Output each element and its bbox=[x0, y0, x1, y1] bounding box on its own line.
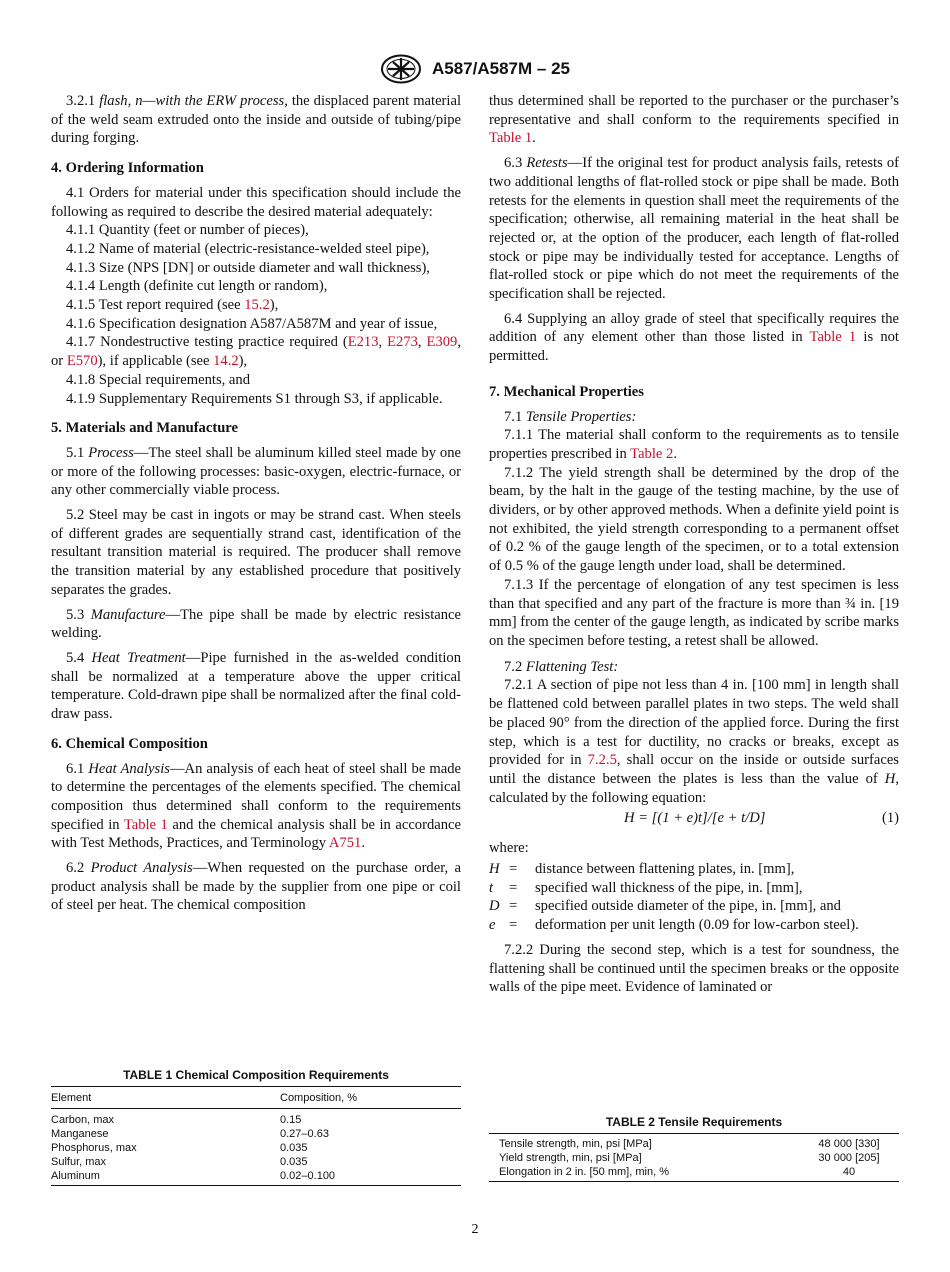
list-item: 4.1.5 Test report required (see 15.2), bbox=[66, 297, 279, 314]
page-number: 2 bbox=[471, 1222, 479, 1237]
table-row: Manganese 0.27–0.63 bbox=[51, 1128, 329, 1140]
paragraph-6-1: 6.1 Heat Analysis—An analysis of each heat of steel shall be made to determine the percentages of the elements specified. The chemical composition thus determined shall conform to the requirements specified in Table 1 and the chemical analysis shall be in accordance with Test Methods, Practices, and Terminology A751. bbox=[51, 760, 461, 852]
table-row: Aluminum 0.02–0.100 bbox=[51, 1169, 461, 1186]
list-item: 4.1.2 Name of material (electric-resistance-welded steel pipe), bbox=[66, 240, 430, 257]
variable-definitions bbox=[489, 860, 899, 935]
ref-link[interactable]: Table 1 bbox=[123, 816, 168, 833]
table-2-title: TABLE 2 Tensile Requirements bbox=[605, 1115, 783, 1129]
table-row: Phosphorus, max 0.035 bbox=[51, 1142, 308, 1154]
ref-link[interactable]: 7.2.5 bbox=[587, 752, 617, 769]
list-item: 4.1.8 Special requirements, and bbox=[66, 371, 250, 388]
table-row: Yield strength, min, psi [MPa] 30 000 [205] bbox=[499, 1152, 880, 1164]
list-item: 4.1.6 Specification designation A587/A587M and year of issue, bbox=[66, 315, 438, 332]
ref-link[interactable]: Table 1 bbox=[489, 130, 533, 147]
section-heading-5: 5. Materials and Manufacture bbox=[51, 420, 238, 437]
list-item: 4.1.9 Supplementary Requirements S1 through S3, if applicable. bbox=[66, 390, 443, 407]
paragraph-5-3: 5.3 Manufacture—The pipe shall be made by electric resistance welding. bbox=[51, 606, 461, 642]
right-column bbox=[489, 92, 899, 1003]
paragraph-7-1-2: 7.1.2 The yield strength shall be determined by the drop of the beam, by the halt in the gauge of the testing machine, by the use of dividers, or by other approved methods. When a definite yield point is not exhibited, the yield strength corresponding to a permanent offset of 0.2 % of the gauge length of the specimen, or to a total extension of 0.5 % of the gauge length under load, shall be determined. bbox=[489, 464, 899, 575]
list-item: 4.1.4 Length (definite cut length or random), bbox=[66, 278, 328, 295]
paragraph-4-1: 4.1 Orders for material under this specification should include the following as required to describe the desired material adequately: bbox=[51, 184, 461, 220]
ref-link[interactable]: Table 1 bbox=[809, 329, 857, 346]
where-label: where: bbox=[489, 840, 529, 857]
paragraph-6-4: 6.4 Supplying an alloy grade of steel that specifically requires the addition of any element other than those listed in Table 1 is not permitted. bbox=[489, 310, 899, 365]
ref-link[interactable]: Table 2 bbox=[630, 445, 674, 462]
paragraph-3-2-1: 3.2.1 flash, n—with the ERW process, the displaced parent material of the weld seam extruded onto the inside and outside of tubing/pipe during forging. bbox=[51, 93, 462, 147]
list-item: 4.1.1 Quantity (feet or number of pieces), bbox=[66, 222, 309, 239]
paragraph-5-4: 5.4 Heat Treatment—Pipe furnished in the as-welded condition shall be normalized at a temperature above the upper critical temperature. Cold-drawn pipe shall be normalized after the final cold-draw pass. bbox=[51, 649, 461, 723]
ref-link[interactable]: E213 bbox=[347, 334, 379, 351]
paragraph-7-1-3: 7.1.3 If the percentage of elongation of any test specimen is less than that specified and any part of the fracture is more than ¾ in. [19 mm] from the center of the gauge length, as indicated by scribe marks on the specimen before testing, a retest shall be allowed. bbox=[489, 576, 899, 649]
table-1 bbox=[51, 1086, 461, 1186]
ref-link[interactable]: A751 bbox=[328, 835, 362, 852]
paragraph-6-2: 6.2 Product Analysis—When requested on the purchase order, a product analysis shall be made by the supplier from one pipe or coil of steel per heat. The chemical composition bbox=[51, 860, 461, 914]
paragraph-7-2: 7.2 Flattening Test: bbox=[504, 658, 619, 675]
paragraph-7-1-1: 7.1.1 The material shall conform to the requirements as to tensile properties prescribed in Table 2. bbox=[489, 427, 899, 462]
definition-row: e = deformation per unit length (0.09 for low-carbon steel). bbox=[489, 917, 859, 934]
table-row: Carbon, max 0.15 bbox=[51, 1114, 302, 1126]
ref-link[interactable]: E309 bbox=[426, 334, 458, 351]
equation-1 bbox=[489, 807, 899, 833]
definition-row: H = distance between flattening plates, in. [mm], bbox=[489, 861, 795, 878]
astm-logo-icon bbox=[380, 54, 422, 84]
ref-link[interactable]: 15.2 bbox=[244, 297, 270, 314]
paragraph-6-3: 6.3 Retests—If the original test for product analysis fails, retests of two additional lengths of flat-rolled stock or pipe shall be made. Both retests for the elements in question shall meet the requirements of the specification; otherwise, all remaining material in the heat shall be rejected or, at the option of the producer, each length of flat-rolled stock or pipe may be individually tested for acceptance. Lengths of flat-rolled stock or pipe which do not meet the requirements of the specification shall be rejected. bbox=[489, 155, 899, 303]
equation-formula: H = [(1 + e)t]/[e + t/D] bbox=[624, 810, 766, 827]
table-row: Tensile strength, min, psi [MPa] 48 000 [330] bbox=[499, 1138, 880, 1150]
paragraph-7-2-1: 7.2.1 A section of pipe not less than 4 in. [100 mm] in length shall be flattened cold between parallel plates in two steps. The weld shall be placed 90° from the direction of the applied force. During the first step, which is a test for ductility, no cracks or breaks, except as provided for in 7.2.5, shall occur on the inside or outside surfaces until the distance between the plates is less than the value of H, calculated by the following equation: bbox=[489, 677, 899, 806]
ref-link[interactable]: E570 bbox=[66, 353, 98, 370]
definition-row: t = specified wall thickness of the pipe, in. [mm], bbox=[489, 879, 803, 896]
list-item: 4.1.3 Size (NPS [DN] or outside diameter and wall thickness), bbox=[66, 259, 430, 276]
table-header: Element bbox=[51, 1087, 280, 1109]
section-heading-6: 6. Chemical Composition bbox=[51, 735, 208, 752]
page-header bbox=[0, 54, 950, 84]
paragraph-7-1: 7.1 Tensile Properties: bbox=[504, 408, 637, 425]
ref-link[interactable]: 14.2 bbox=[213, 353, 239, 370]
list-item: 4.1.7 Nondestructive testing practice required (E213, E273, E309, or E570), if applicable (see 14.2), bbox=[51, 334, 461, 370]
ref-link[interactable]: E273 bbox=[387, 334, 418, 351]
section-heading-4: 4. Ordering Information bbox=[51, 160, 204, 177]
table-header: Composition, % bbox=[280, 1087, 461, 1109]
paragraph-5-2: 5.2 Steel may be cast in ingots or may be strand cast. When steels of different grades are sequentially strand cast, identification of the resultant transition material is required. The producer shall remove the transition material by any established procedure that positively separates the grades. bbox=[51, 507, 461, 598]
paragraph-7-2-2: 7.2.2 During the second step, which is a test for soundness, the flattening shall be continued until the specimen breaks or the opposite walls of the pipe meet. Evidence of laminated or bbox=[489, 941, 899, 996]
section-heading-7: 7. Mechanical Properties bbox=[489, 383, 644, 400]
table-2 bbox=[489, 1133, 899, 1182]
left-column bbox=[51, 92, 461, 921]
table-row: Elongation in 2 in. [50 mm], min, % 40 bbox=[489, 1165, 899, 1182]
definition-row: D = specified outside diameter of the pipe, in. [mm], and bbox=[489, 898, 841, 915]
paragraph-6-2-continued: thus determined shall be reported to the purchaser or the purchaser’s representative and shall conform to the requirements specified in Table 1. bbox=[489, 93, 899, 147]
table-1-title: TABLE 1 Chemical Composition Requirements bbox=[123, 1068, 389, 1082]
equation-number: (1) bbox=[881, 810, 899, 827]
document-code: A587/A587M – 25 bbox=[432, 59, 570, 78]
table-row: Sulfur, max 0.035 bbox=[51, 1156, 308, 1168]
paragraph-5-1: 5.1 Process—The steel shall be aluminum killed steel made by one or more of the following processes: basic-oxygen, electric-furnace, or any other commercially viable process. bbox=[51, 444, 461, 499]
